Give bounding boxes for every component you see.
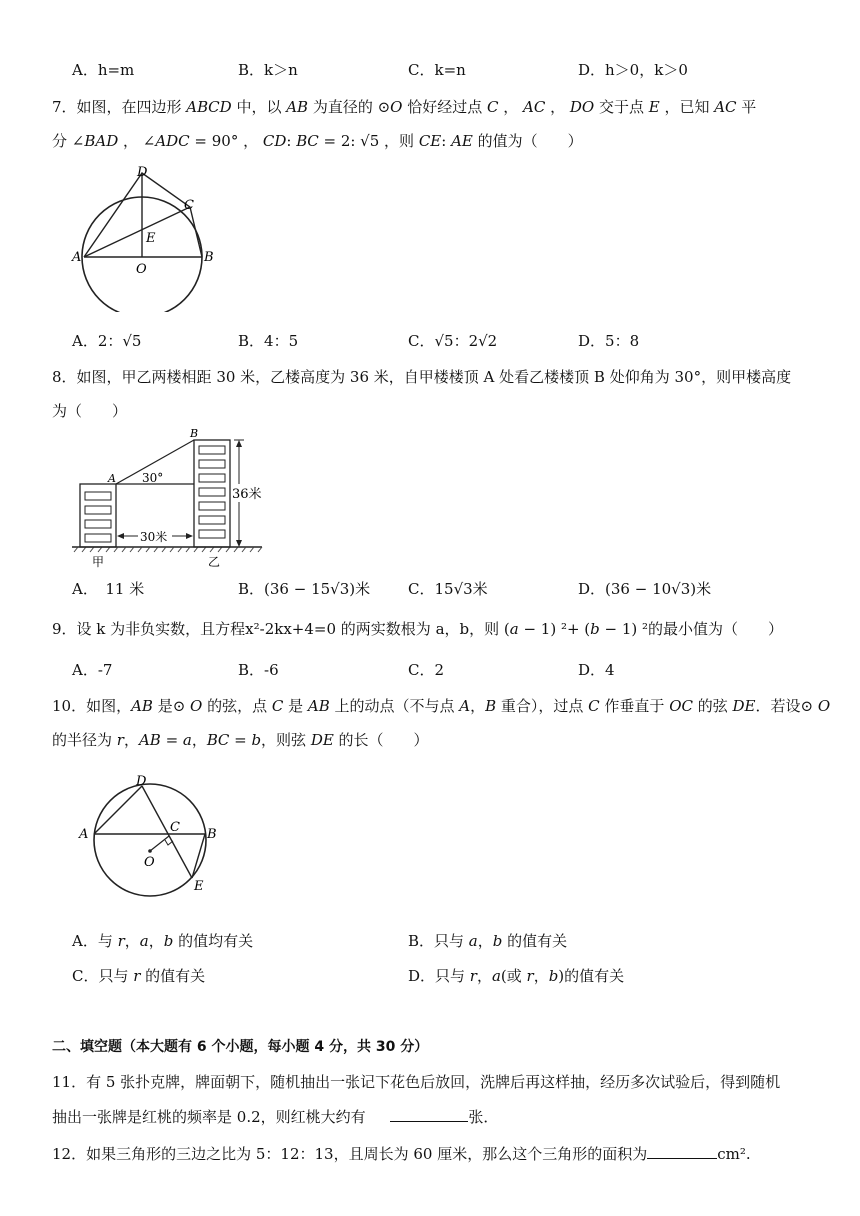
q8-label-a: A <box>108 472 116 485</box>
q7-figure <box>70 162 220 312</box>
q11-text-after: 张． <box>468 1108 499 1126</box>
q10-option-a: A．与 𝑟，𝑎，𝑏 的值均有关 <box>72 932 254 950</box>
q7-label-b: B <box>204 250 214 265</box>
q8-label-jia: 甲 <box>92 555 105 569</box>
q9-option-c: C．2 <box>408 661 445 679</box>
q7-label-a: A <box>72 250 82 265</box>
q8-label-b: B <box>190 427 199 440</box>
q9-stem: 9．设 k 为非负实数，且方程x²-2kx+4=0 的两实数根为 a，b，则 (𝑎 − 1) ²+ (𝑏 − 1) ²的最小值为（ ） <box>52 620 784 638</box>
q8-label-angle: 30° <box>142 471 164 485</box>
q12-text-after: cm². <box>717 1145 751 1163</box>
q7-option-c: C．√5：2√2 <box>408 332 498 350</box>
q8-option-a: A． 11 米 <box>72 580 145 598</box>
q10-stem-line2: 的半径为 𝑟，𝐴𝐵 = 𝑎，𝐵𝐶 = 𝑏，则弦 𝐷𝐸 的长（ ） <box>52 731 429 749</box>
q12-line <box>52 1143 808 1165</box>
q8-option-c: C．15√3米 <box>408 580 488 598</box>
q11-text-before: 抽出一张牌是红桃的频率是 0.2，则红桃大约有 <box>52 1108 366 1126</box>
q6-option-b: B．k＞n <box>238 61 298 79</box>
q10-stem-line1: 10．如图，𝐴𝐵 是⊙ 𝑂 的弦，点 𝐶 是 𝐴𝐵 上的动点（不与点 𝐴，𝐵 重合），过点 𝐶 作垂直于 𝑂𝐶 的弦 𝐷𝐸．若设⊙ 𝑂 <box>52 697 831 715</box>
q10-label-e: E <box>194 879 204 894</box>
q12-answer-blank[interactable] <box>647 1144 717 1159</box>
q8-label-height: 36米 <box>232 487 262 502</box>
q6-option-d: D．h＞0，k＞0 <box>578 61 688 79</box>
q10-label-c: C <box>170 820 180 835</box>
q7-option-b: B．4：5 <box>238 332 299 350</box>
q8-label-yi: 乙 <box>208 555 221 569</box>
q7-stem-line2: 分 ∠𝐵𝐴𝐷 ， ∠𝐴𝐷𝐶 = 90° ， 𝐶𝐷: 𝐵𝐶 = 2: √5 ，则 𝐶𝐸: 𝐴𝐸 的值为（ ） <box>52 132 583 150</box>
q10-option-d: D．只与 𝑟，𝑎(或 𝑟，𝑏)的值有关 <box>408 967 625 985</box>
q10-figure <box>74 774 224 904</box>
q7-label-o: O <box>136 262 147 277</box>
q9-option-a: A．-7 <box>72 661 113 679</box>
q10-option-b: B．只与 𝑎，𝑏 的值有关 <box>408 932 568 950</box>
q10-label-a: A <box>79 827 89 842</box>
q10-label-o: O <box>144 855 155 870</box>
q7-label-e: E <box>146 231 156 246</box>
q7-option-d: D．5：8 <box>578 332 640 350</box>
q9-option-d: D．4 <box>578 661 615 679</box>
q10-label-b: B <box>207 827 217 842</box>
q7-option-a: A．2：√5 <box>72 332 142 350</box>
q11-answer-blank[interactable] <box>390 1107 468 1122</box>
q10-label-d: D <box>136 774 147 789</box>
section2-heading: 二、填空题（本大题有 6 个小题，每小题 4 分，共 30 分） <box>52 1039 429 1055</box>
q8-stem-line1: 8．如图，甲乙两楼相距 30 米，乙楼高度为 36 米，自甲楼楼顶 A 处看乙楼楼顶 B 处仰角为 30°，则甲楼高度 <box>52 368 792 386</box>
q8-stem-line2: 为（ ） <box>52 402 128 420</box>
q10-option-c: C．只与 𝑟 的值有关 <box>72 967 206 985</box>
q8-label-distance: 30米 <box>140 530 168 544</box>
q6-option-c: C．k=n <box>408 61 466 79</box>
q7-label-d: D <box>137 165 148 180</box>
q8-option-b: B．(36 − 15√3)米 <box>238 580 371 598</box>
q12-text-before: 12．如果三角形的三边之比为 5：12：13，且周长为 60 厘米，那么这个三角形的面积为 <box>52 1145 648 1163</box>
q8-option-d: D．(36 − 10√3)米 <box>578 580 712 598</box>
q7-stem-line1: 7．如图，在四边形 𝐴𝐵𝐶𝐷 中，以 𝐴𝐵 为直径的 ⊙𝑂 恰好经过点 𝐶 ， 𝐴𝐶 ， 𝐷𝑂 交于点 𝐸 ，已知 𝐴𝐶 平 <box>52 98 757 116</box>
q11-line2 <box>52 1106 808 1128</box>
q6-option-a: A．h=m <box>72 61 135 79</box>
q8-figure <box>66 426 276 572</box>
q9-option-b: B．-6 <box>238 661 279 679</box>
q7-label-c: C <box>184 198 194 213</box>
q11-line1: 11．有 5 张扑克牌，牌面朝下，随机抽出一张记下花色后放回，洗牌后再这样抽，经历多次试验后，得到随机 <box>52 1073 781 1091</box>
